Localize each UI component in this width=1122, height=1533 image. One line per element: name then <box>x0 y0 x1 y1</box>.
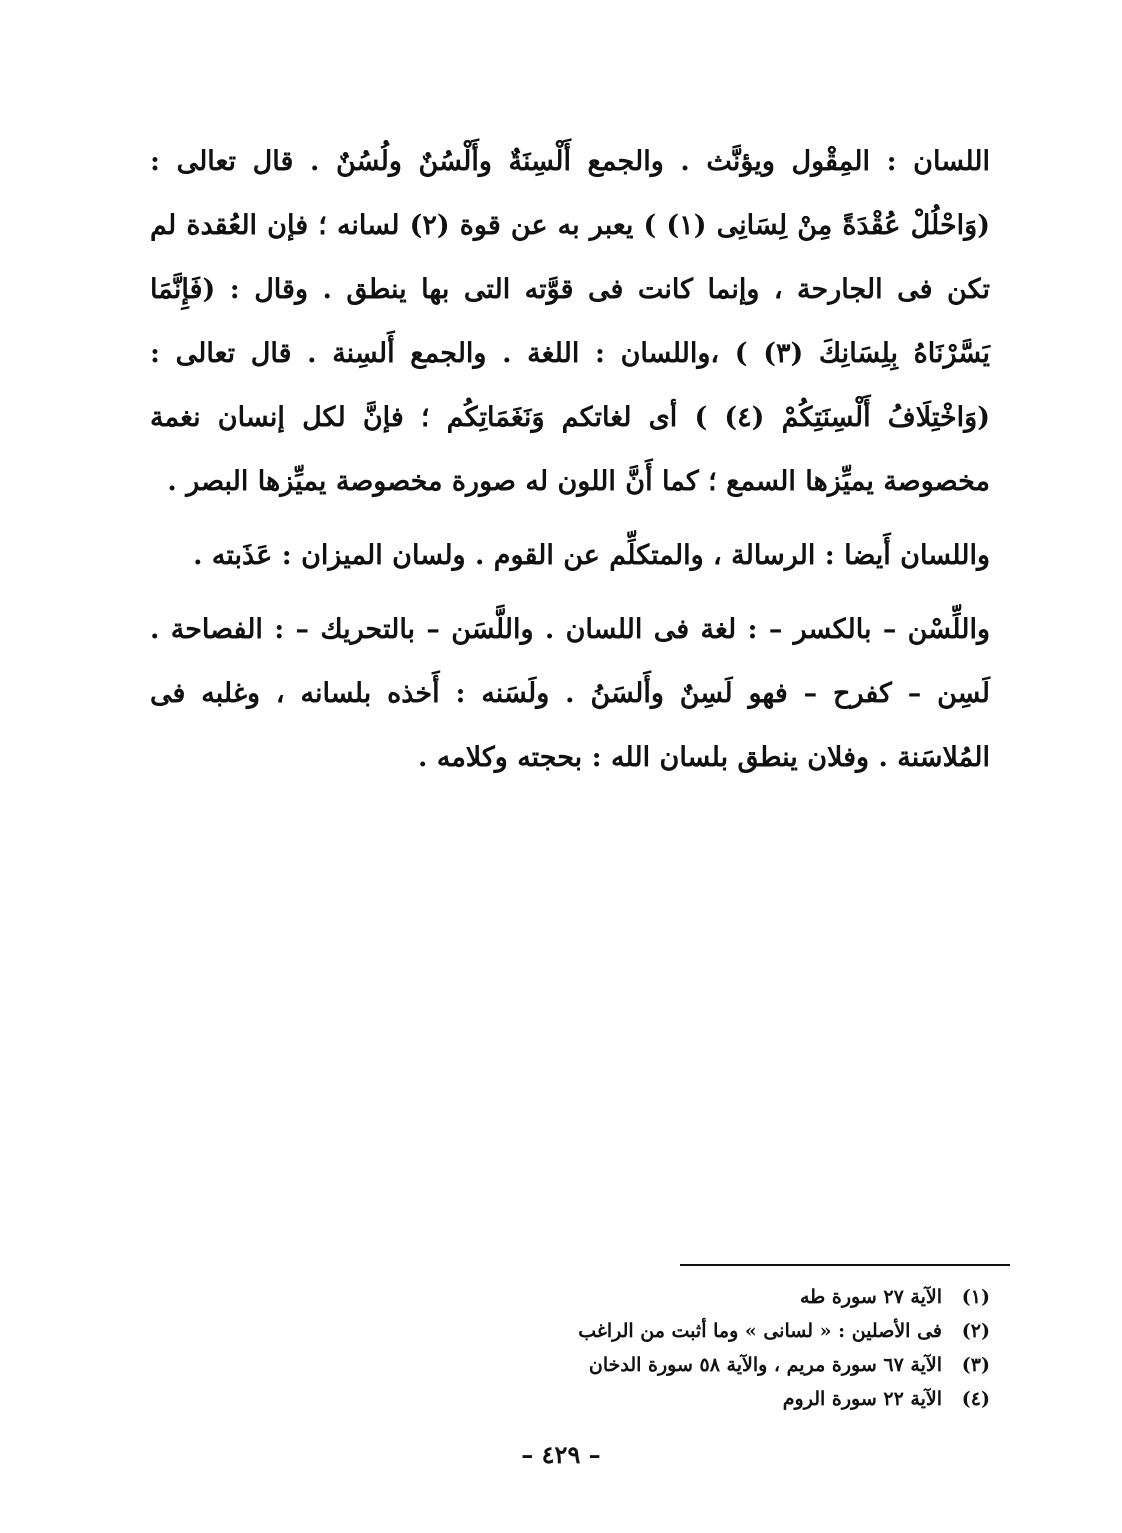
footnote-item <box>520 1348 990 1382</box>
footnote-number: (٢) <box>961 1320 990 1342</box>
footnote-number: (٤) <box>961 1388 990 1410</box>
footnote-text: فى الأصلين : « لسانى » وما أثبت من الراغب <box>578 1320 942 1342</box>
footnote-text: الآية ٦٧ سورة مريم ، والآية ٥٨ سورة الدخان <box>588 1354 942 1376</box>
footnote-number: (٣) <box>961 1354 990 1376</box>
page-number: – ٤٢٩ – <box>521 1440 601 1469</box>
footnote-text: الآية ٢٧ سورة طه <box>799 1286 942 1308</box>
footnote-item <box>520 1382 990 1416</box>
paragraph-additional-meaning: واللسان أَيضا : الرسالة ، والمتكلِّم عن القوم . ولسان الميزان : عَذَبته . <box>193 540 990 571</box>
footnote-number: (١) <box>961 1286 990 1308</box>
footnote-item <box>520 1280 990 1314</box>
paragraph-definition: اللسان : المِقْول ويؤنَّث . والجمع أَلْسِنَةٌ وأَلْسُنٌ ولُسُنٌ . قال تعالى : (وَاحْلُلْ عُقْدَةً مِنْ لِسَانِى (١) ) يعبر به عن قوة (٢) لسانه ؛ فإن العُقدة لم تكن فى الجارحة ، وإنما كانت فى قوَّته التى بها ينطق . وقال : (فَإِنَّمَا يَسَّرْنَاهُ بِلِسَانِكَ (٣) ) ،واللسان : اللغة . والجمع أَلسِنة . قال تعالى : (وَاخْتِلَافُ أَلْسِنَتِكُمْ (٤) ) أى لغاتكم وَنَغَمَاتِكُم ؛ فإنَّ لكل إنسان نغمة مخصوصة يميِّزها السمع ؛ كما أَنَّ اللون له صورة مخصوصة يميِّزها البصر . <box>150 146 990 497</box>
footnotes <box>520 1280 990 1416</box>
main-text <box>150 130 990 790</box>
footnote-item <box>520 1314 990 1348</box>
footnote-text: الآية ٢٢ سورة الروم <box>782 1388 942 1410</box>
footnote-divider <box>680 1264 1010 1266</box>
paragraph-variants: واللِّسْن – بالكسر – : لغة فى اللسان . واللَّسَن – بالتحريك – : الفصاحة . لَسِن – كفرح – فهو لَسِنٌ وأَلسَنُ . ولَسَنه : أَخذه بلسانه ، وغلبه فى المُلاسَنة . وفلان ينطق بلسان الله : بحجته وكلامه . <box>150 614 990 773</box>
